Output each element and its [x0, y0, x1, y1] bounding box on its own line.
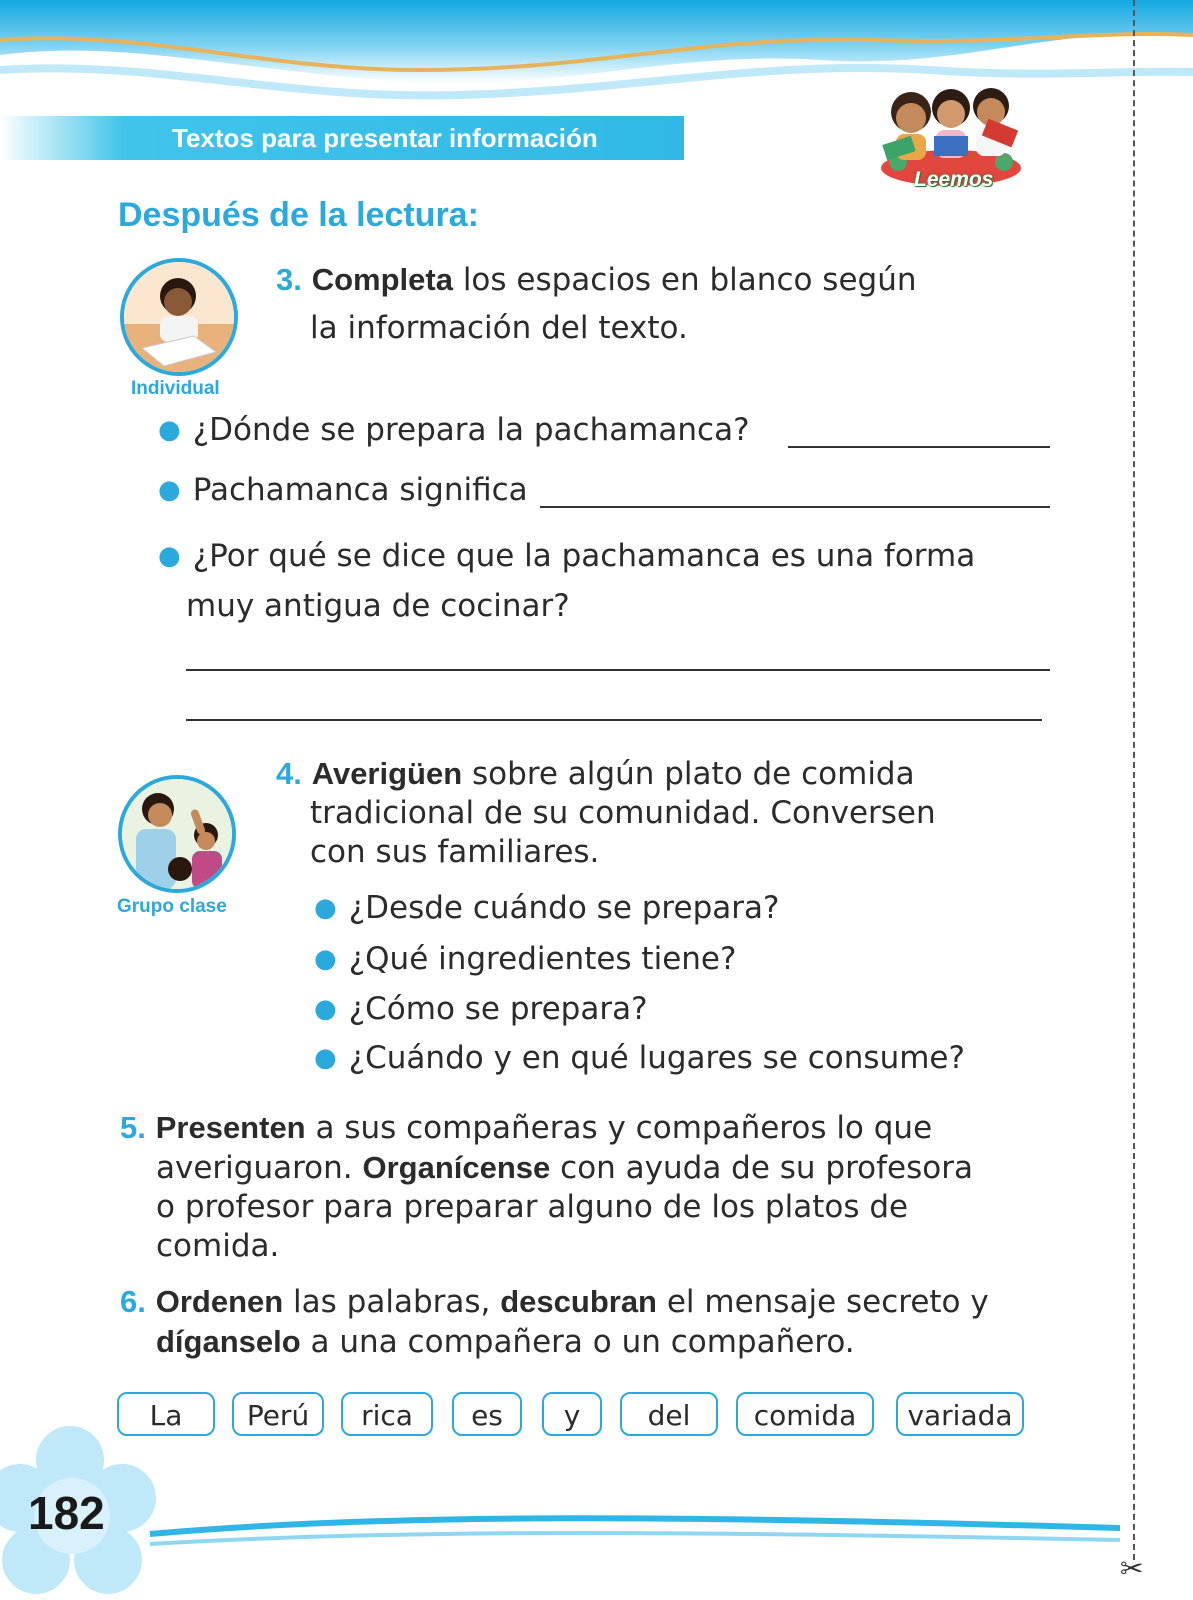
- group-class-label: Grupo clase: [117, 896, 227, 917]
- bullet-dot: ●: [314, 994, 337, 1024]
- cut-line: [1133, 0, 1135, 1560]
- word-card-del[interactable]: del: [620, 1392, 718, 1436]
- answer-line-1[interactable]: [788, 446, 1050, 448]
- q4-bullet-1: [314, 890, 779, 926]
- section-title: Textos para presentar información: [172, 123, 598, 153]
- page-number: 182: [28, 1487, 105, 1539]
- question-5-line2a: averiguaron.: [156, 1150, 363, 1186]
- q4-bullet-4-text: ¿Cuándo y en qué lugares se consume?: [348, 1040, 965, 1076]
- question-3-line1: los espacios en blanco según: [452, 262, 917, 298]
- question-3-line2: la información del texto.: [310, 310, 688, 346]
- question-5: [120, 1108, 1040, 1266]
- q4-bullet-2-text: ¿Qué ingredientes tiene?: [348, 941, 737, 977]
- question-5-line4: comida.: [156, 1228, 280, 1264]
- question-6-verb3: díganselo: [156, 1324, 301, 1359]
- q3-bullet-2-text: Pachamanca significa: [192, 472, 528, 508]
- leemos-label: Leemos: [914, 168, 994, 191]
- question-4-verb: Averigüen: [311, 756, 463, 791]
- q3-bullet-2: [158, 472, 528, 508]
- question-3: [276, 256, 996, 352]
- scissors-icon: ✂: [1120, 1552, 1144, 1585]
- section-heading: Después de la lectura:: [118, 196, 479, 234]
- word-card-y[interactable]: y: [542, 1392, 602, 1436]
- bullet-dot: ●: [158, 475, 181, 505]
- bullet-dot: ●: [314, 944, 337, 974]
- answer-line-3[interactable]: [186, 669, 1050, 671]
- question-5-verb2: Organícense: [362, 1150, 551, 1185]
- q3-bullet-1-text: ¿Dónde se prepara la pachamanca?: [192, 412, 750, 448]
- question-5-verb: Presenten: [155, 1110, 306, 1145]
- group-class-avatar: [118, 775, 236, 893]
- question-4: [276, 754, 996, 872]
- q4-bullet-3: [314, 991, 648, 1027]
- question-3-number: 3.: [276, 262, 302, 297]
- footer-decoration: [0, 1420, 1193, 1600]
- question-4-line2: tradicional de su comunidad. Conversen: [310, 795, 936, 831]
- question-4-line1: sobre algún plato de comida: [462, 756, 915, 792]
- question-4-line3: con sus familiares.: [310, 834, 600, 870]
- q3-bullet-3-cont: muy antigua de cocinar?: [186, 588, 570, 624]
- q4-bullet-3-text: ¿Cómo se prepara?: [348, 991, 648, 1027]
- question-6-verb: Ordenen: [155, 1284, 284, 1319]
- question-6-line1a: las palabras,: [283, 1284, 501, 1320]
- word-card-variada[interactable]: variada: [896, 1392, 1024, 1436]
- question-5-line1: a sus compañeras y compañeros lo que: [305, 1110, 933, 1146]
- individual-label: Individual: [131, 378, 220, 399]
- q3-bullet-3-text: ¿Por qué se dice que la pachamanca es una forma: [192, 538, 976, 574]
- teacher-students-illustration: [122, 779, 232, 889]
- word-card-es[interactable]: es: [452, 1392, 522, 1436]
- question-4-number: 4.: [276, 756, 302, 791]
- q4-bullet-2: [314, 941, 736, 977]
- answer-line-4[interactable]: [186, 719, 1042, 721]
- answer-line-2[interactable]: [540, 506, 1050, 508]
- q4-bullet-4: [314, 1040, 965, 1076]
- bullet-dot: ●: [314, 893, 337, 923]
- bullet-dot: ●: [314, 1043, 337, 1073]
- question-6-number: 6.: [120, 1284, 146, 1319]
- word-card-rica[interactable]: rica: [341, 1392, 433, 1436]
- q4-bullet-1-text: ¿Desde cuándo se prepara?: [348, 890, 780, 926]
- word-card-peru[interactable]: Perú: [232, 1392, 324, 1436]
- leemos-badge: [876, 84, 1026, 200]
- q3-bullet-1: [158, 412, 750, 448]
- q3-bullet-3: [158, 538, 975, 574]
- question-6-line2: a una compañera o un compañero.: [300, 1324, 855, 1360]
- question-3-verb: Completa: [311, 262, 453, 297]
- section-banner: [0, 116, 684, 160]
- bullet-dot: ●: [158, 415, 181, 445]
- individual-avatar: [120, 258, 238, 376]
- question-5-line2b: con ayuda de su profesora: [550, 1150, 973, 1186]
- question-6-verb2: descubran: [500, 1284, 657, 1319]
- question-6: [120, 1282, 1040, 1362]
- child-writing-illustration: [124, 262, 234, 372]
- bullet-dot: ●: [158, 541, 181, 571]
- question-6-line1b: el mensaje secreto y: [657, 1284, 989, 1320]
- word-card-comida[interactable]: comida: [736, 1392, 874, 1436]
- word-card-la[interactable]: La: [117, 1392, 215, 1436]
- question-5-number: 5.: [120, 1110, 146, 1145]
- question-5-line3: o profesor para preparar alguno de los platos de: [156, 1189, 909, 1225]
